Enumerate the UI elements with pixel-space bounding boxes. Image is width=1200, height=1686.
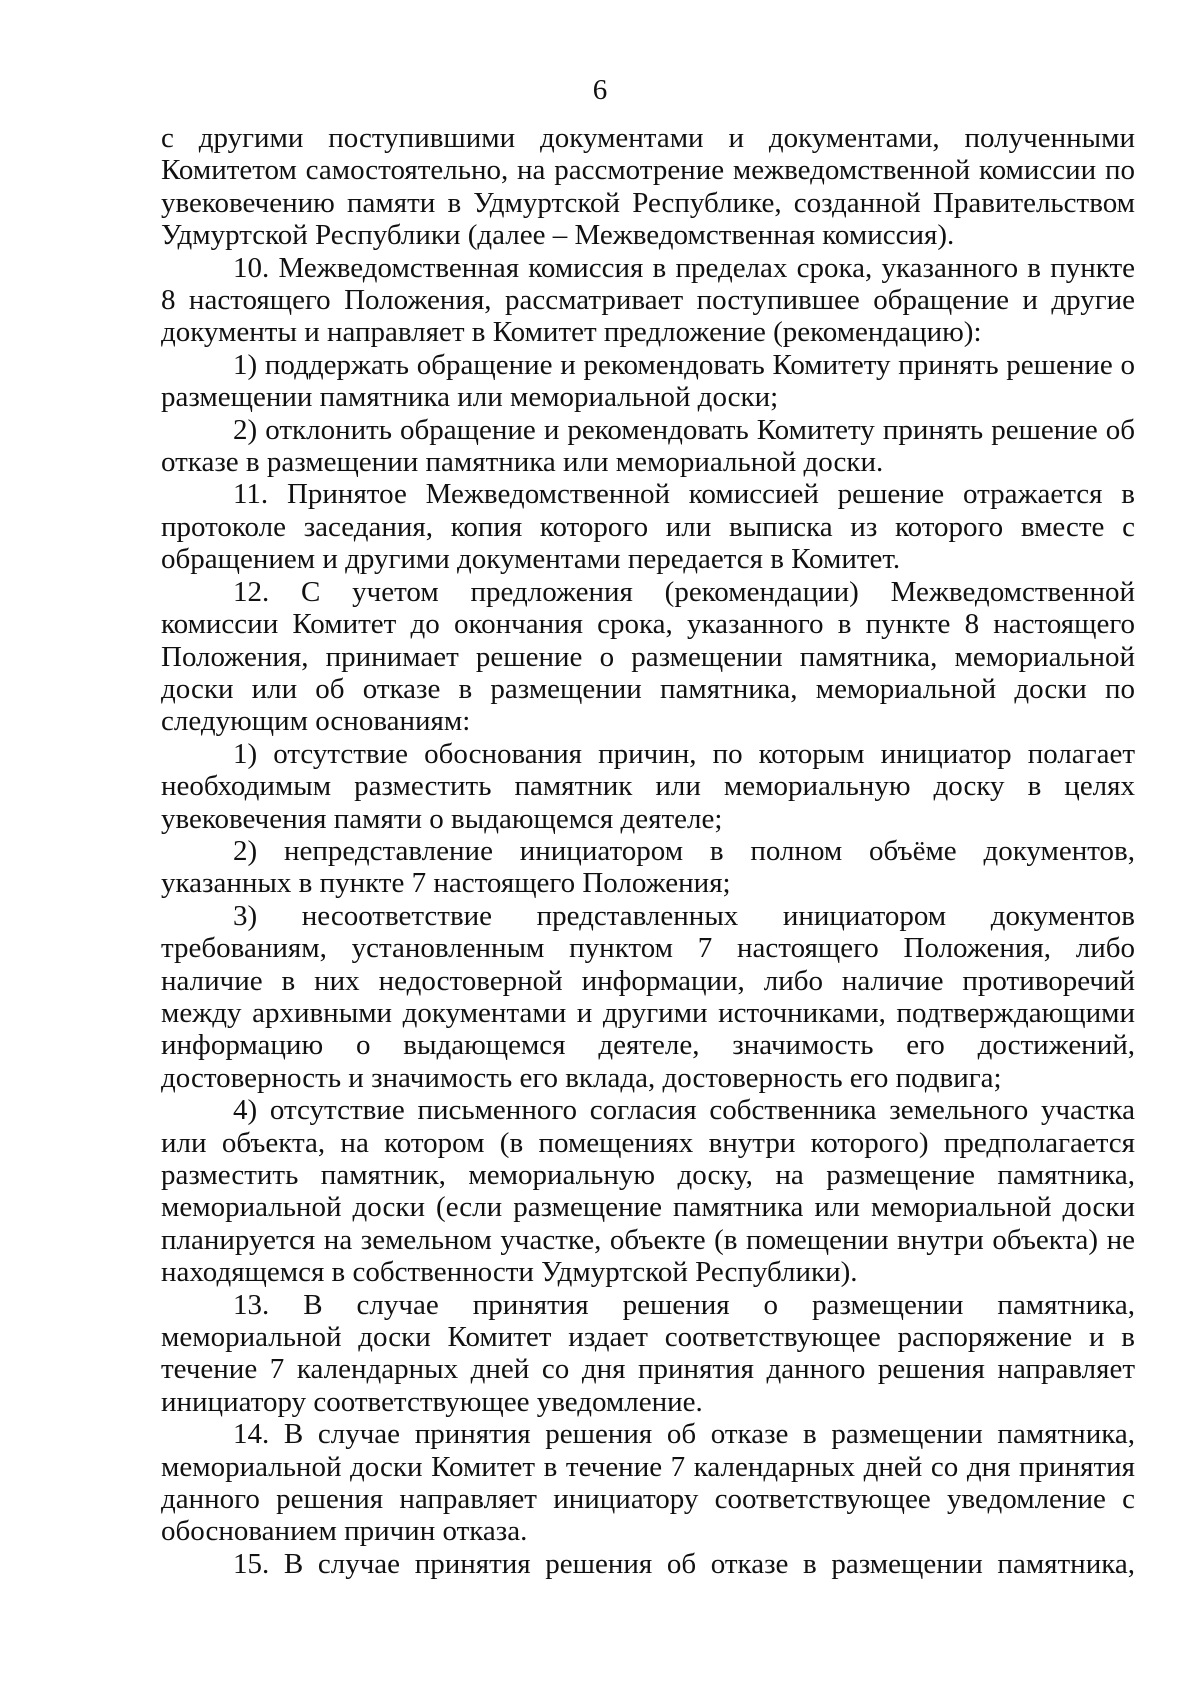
document-body	[161, 122, 1135, 1580]
paragraph-item-15: 15. В случае принятия решения об отказе в размещении памятника,	[233, 1547, 1135, 1580]
paragraph-item-11: 11. Принятое Межведомственной комиссией решение отражается в протоколе заседания, копия которого или выписка из которого вместе с обращением и другими документами передается в Комитет.	[161, 478, 1135, 576]
paragraph-item-13: 13. В случае принятия решения о размещении памятника, мемориальной доски Комитет издает соответствующее распоряжение и в течение 7 календарных дней со дня принятия данного решения направляет инициатору соответствующее уведомление.	[161, 1288, 1135, 1418]
paragraph-item-12: 12. С учетом предложения (рекомендации) Межведомственной комиссии Комитет до окончания срока, указанного в пункте 8 настоящего Положения, принимает решение о размещении памятника, мемориальной доски или об отказе в размещении памятника, мемориальной доски по следующим основаниям:	[161, 575, 1135, 738]
paragraph-continuation: с другими поступившими документами и документами, полученными Комитетом самостоятельно, на рассмотрение межведомственной комиссии по увековечению памяти в Удмуртской Республике, созданной Правительством Удмуртской Республики (далее – Межведомственная комиссия).	[161, 122, 1135, 252]
paragraph-subitem-12-2: 2) непредставление инициатором в полном объёме документов, указанных в пункте 7 настоящего Положения;	[161, 834, 1135, 900]
page-number: 6	[592, 74, 608, 106]
paragraph-subitem-10-2: 2) отклонить обращение и рекомендовать Комитету принять решение об отказе в размещении памятника или мемориальной доски.	[161, 413, 1135, 479]
paragraph-subitem-12-3: 3) несоответствие представленных инициатором документов требованиям, установленным пунктом 7 настоящего Положения, либо наличие в них недостоверной информации, либо наличие противоречий между архивными документами и другими источниками, подтверждающими информацию о выдающемся деятеле, значимость его достижений, достоверность и значимость его вклада, достоверность его подвига;	[161, 899, 1135, 1094]
paragraph-subitem-12-4: 4) отсутствие письменного согласия собственника земельного участка или объекта, на котором (в помещениях внутри которого) предполагается разместить памятник, мемориальную доску, на размещение памятника, мемориальной доски (если размещение памятника или мемориальной доски планируется на земельном участке, объекте (в помещении внутри объекта) не находящемся в собственности Удмуртской Республики).	[161, 1094, 1135, 1289]
paragraph-item-10: 10. Межведомственная комиссия в пределах срока, указанного в пункте 8 настоящего Положения, рассматривает поступившее обращение и другие документы и направляет в Комитет предложение (рекомендацию):	[161, 251, 1135, 349]
paragraph-item-14: 14. В случае принятия решения об отказе в размещении памятника, мемориальной доски Комитет в течение 7 календарных дней со дня принятия данного решения направляет инициатору соответствующее уведомление с обоснованием причин отказа.	[161, 1418, 1135, 1548]
paragraph-subitem-12-1: 1) отсутствие обоснования причин, по которым инициатор полагает необходимым разместить памятник или мемориальную доску в целях увековечения памяти о выдающемся деятеле;	[161, 737, 1135, 835]
paragraph-subitem-10-1: 1) поддержать обращение и рекомендовать Комитету принять решение о размещении памятника или мемориальной доски;	[161, 348, 1135, 414]
